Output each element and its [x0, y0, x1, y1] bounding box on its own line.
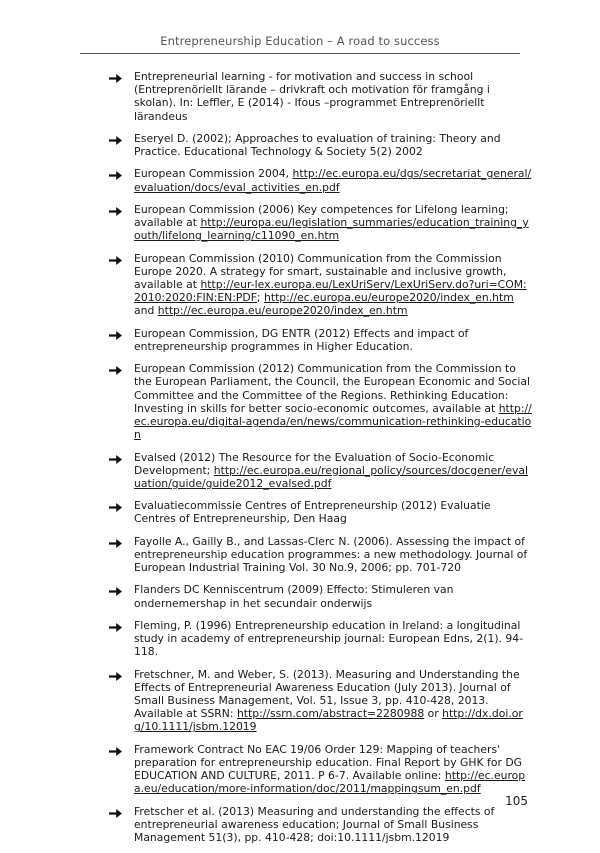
reference-text	[134, 619, 523, 658]
reference-segment: or	[424, 707, 443, 721]
reference-segment: and	[134, 304, 158, 318]
reference-text	[134, 132, 501, 158]
arrow-bullet-icon	[109, 255, 122, 264]
reference-text	[134, 252, 527, 318]
reference-item	[109, 805, 533, 845]
reference-link[interactable]: http://ec.europa.eu/digital-agenda/en/news/communication-rethinking-education	[134, 401, 532, 442]
reference-text	[134, 535, 527, 574]
reference-text	[134, 743, 525, 796]
reference-segment: Eseryel D. (2002); Approaches to evaluation of training: Theory and Practice. Educational Technology & Society 5(2) 2002	[134, 131, 501, 159]
reference-item	[109, 327, 533, 353]
reference-link[interactable]: http://dx.doi.org/10.1111/jsbm.12019	[134, 707, 523, 734]
reference-segment: Fayolle A., Gailly B., and Lassas-Clerc N. (2006). Assessing the impact of entrepreneurship education programmes: a new methodology. Journal of European Industrial Training Vol. 30 No.9, 2006; pp. 701-720	[134, 534, 528, 575]
reference-link[interactable]: http://europa.eu/legislation_summaries/education_training_youth/lifelong_learning/c11090_en.htm	[134, 216, 529, 243]
reference-item	[109, 451, 533, 491]
reference-link[interactable]: http://ec.europa.eu/education/more-information/doc/2011/mappingsum_en.pdf	[134, 769, 526, 796]
reference-segment: Flanders DC Kenniscentrum (2009) Effecto: Stimuleren van ondernemershap in het secundair onderwijs	[134, 583, 454, 610]
reference-segment: Evaluatiecommissie Centres of Entrepreneurship (2012) Evaluatie Centres of Entrepreneurship, Den Haag	[134, 499, 491, 526]
reference-segment: Fretscher et al. (2013) Measuring and understanding the effects of entrepreneurial awareness education; Journal of Small Business Management 51(3), pp. 410-428; doi:10.1111/jsbm.12019	[134, 804, 495, 845]
reference-link[interactable]: http://ec.europa.eu/europe2020/index_en.htm	[157, 304, 408, 318]
reference-text	[134, 668, 523, 734]
reference-text	[134, 70, 490, 123]
reference-segment: Fretschner, M. and Weber, S. (2013). Measuring and Understanding the Effects of Entrepreneurial Awareness Education (July 2013). Journal of Small Business Management, Vol. 51, Issue 3, pp. 410-428, 2013. Available at SSRN:	[134, 667, 520, 721]
arrow-bullet-icon	[109, 808, 122, 817]
reference-link[interactable]: http://ssrn.com/abstract=2280988	[236, 707, 425, 721]
reference-item	[109, 252, 533, 318]
reference-segment: European Commission, DG ENTR (2012) Effects and impact of entrepreneurship programmes in Higher Education.	[134, 326, 469, 353]
arrow-bullet-icon	[109, 365, 122, 374]
arrow-bullet-icon	[109, 622, 122, 631]
arrow-bullet-icon	[109, 586, 122, 595]
reference-link[interactable]: http://eur-lex.europa.eu/LexUriServ/LexUriServ.do?uri=COM:2010:2020:FIN:EN:PDF	[134, 278, 527, 305]
page-number: 105	[505, 794, 528, 808]
reference-item	[109, 619, 533, 659]
reference-text	[134, 327, 468, 353]
arrow-bullet-icon	[109, 135, 122, 144]
reference-item	[109, 132, 533, 158]
reference-segment: European Commission (2006) Key competences for Lifelong learning; available at	[134, 202, 509, 230]
reference-item	[109, 668, 533, 734]
reference-segment: Entrepreneurial learning - for motivation and success in school (Entreprenöriellt lärande – drivkraft och motivation för framgång i skolan). In: Leffler, E (2014) - Ifous –programmet Entreprenöriellt lärandeus	[134, 70, 490, 123]
header-rule	[80, 53, 520, 54]
reference-item	[109, 203, 533, 243]
reference-link[interactable]: http://ec.europa.eu/dgs/secretariat_general/evaluation/docs/eval_activities_en.pdf	[134, 167, 532, 194]
reference-item	[109, 583, 533, 609]
reference-link[interactable]: http://ec.europa.eu/regional_policy/sources/docgener/evaluation/guide/guide2012_evalsed.pdf	[134, 463, 528, 490]
arrow-bullet-icon	[109, 170, 122, 179]
reference-segment: European Commission (2010) Communication from the Commission Europe 2020. A strategy for smart, sustainable and inclusive growth, available at	[134, 251, 507, 292]
reference-item	[109, 743, 533, 796]
reference-text	[134, 203, 529, 242]
arrow-bullet-icon	[109, 206, 122, 215]
reference-item	[109, 70, 533, 123]
reference-item	[109, 362, 533, 441]
arrow-bullet-icon	[109, 454, 122, 463]
reference-text	[134, 167, 531, 193]
reference-list	[109, 70, 533, 853]
reference-segment: European Commission (2012) Communication from the Commission to the European Parliament, the Council, the European Economic and Social Committee and the Committee of the Regions. Rethinking Education: Investing in skills for better socio-economic outcomes, available at	[134, 362, 531, 415]
running-header: Entrepreneurship Education – A road to success	[160, 34, 440, 48]
reference-link[interactable]: http://ec.europa.eu/europe2020/index_en.htm	[264, 291, 514, 305]
reference-text	[134, 499, 491, 525]
reference-segment: Framework Contract No EAC 19/06 Order 129: Mapping of teachers' preparation for entrepreneurship education. Final Report by GHK for DG EDUCATION AND CULTURE, 2011. P 6-7. Available online:	[134, 742, 523, 783]
reference-segment: ;	[256, 291, 264, 305]
reference-item	[109, 499, 533, 525]
arrow-bullet-icon	[109, 538, 122, 547]
reference-item	[109, 535, 533, 575]
arrow-bullet-icon	[109, 746, 122, 755]
reference-text	[134, 583, 453, 609]
arrow-bullet-icon	[109, 73, 122, 82]
arrow-bullet-icon	[109, 671, 122, 680]
reference-text	[134, 362, 532, 441]
arrow-bullet-icon	[109, 502, 122, 511]
reference-item	[109, 167, 533, 193]
reference-text	[134, 805, 494, 844]
reference-segment: Evalsed (2012) The Resource for the Evaluation of Socio-Economic Development;	[134, 450, 495, 477]
reference-text	[134, 451, 528, 490]
reference-segment: European Commission 2004,	[134, 167, 293, 181]
reference-segment: Fleming, P. (1996) Entrepreneurship education in Ireland: a longitudinal study in academy of entrepreneurship journal: European Edns, 2(1). 94-118.	[134, 618, 524, 659]
arrow-bullet-icon	[109, 330, 122, 339]
